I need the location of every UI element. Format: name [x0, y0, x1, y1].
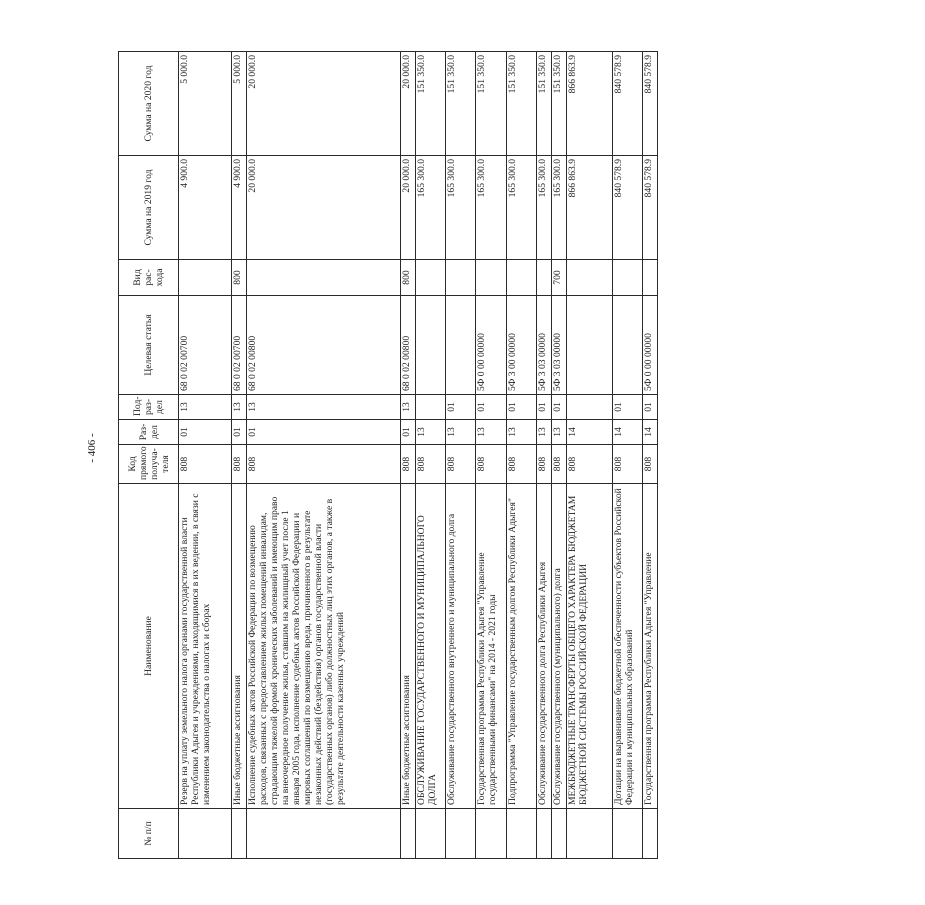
row-subsection: 01	[536, 395, 551, 420]
row-sum-2019: 866 863.9	[567, 156, 612, 260]
row-target: 5Ф 0 00 00000	[642, 296, 657, 395]
row-sum-2020: 5 000.0	[179, 52, 232, 156]
row-code: 808	[552, 445, 567, 484]
row-sum-2020: 20 000.0	[400, 52, 415, 156]
row-name: ОБСЛУЖИВАНИЕ ГОСУДАРСТВЕННОГО И МУНИЦИПАЛЬНОГО ДОЛГА	[415, 484, 445, 809]
row-name: Государственная программа Республики Адыгея "Управление	[642, 484, 657, 809]
row-subsection: 01	[506, 395, 536, 420]
row-sum-2020: 151 350.0	[506, 52, 536, 156]
row-num	[231, 809, 246, 859]
row-expense-type	[567, 260, 612, 296]
row-section: 13	[552, 420, 567, 445]
header-num: № п/п	[119, 809, 179, 859]
row-code: 808	[415, 445, 445, 484]
row-sum-2019: 840 578.9	[642, 156, 657, 260]
row-target	[415, 296, 445, 395]
row-target: 5Ф 0 00 00000	[476, 296, 506, 395]
row-sum-2019: 4 900.0	[179, 156, 232, 260]
table-row	[536, 52, 551, 859]
row-expense-type	[415, 260, 445, 296]
budget-table-rotated	[118, 55, 925, 859]
table-row	[642, 52, 657, 859]
row-section: 14	[567, 420, 612, 445]
row-num	[536, 809, 551, 859]
row-name: Резерв на уплату земельного налога органами государственной власти Республики Адыгея и учреждениями, находящимися в их ведении, в связи с изменением законодательства о налогах и сборах	[179, 484, 232, 809]
row-code: 808	[506, 445, 536, 484]
row-target: 68 0 02 00700	[231, 296, 246, 395]
row-sum-2019: 165 300.0	[446, 156, 476, 260]
row-num	[567, 809, 612, 859]
row-target: 5Ф 3 03 00000	[536, 296, 551, 395]
row-section: 13	[476, 420, 506, 445]
row-subsection	[415, 395, 445, 420]
row-name: Иные бюджетные ассигнования	[231, 484, 246, 809]
row-sum-2020: 151 350.0	[446, 52, 476, 156]
row-expense-type	[506, 260, 536, 296]
row-code: 808	[476, 445, 506, 484]
row-sum-2020: 151 350.0	[476, 52, 506, 156]
row-sum-2020: 151 350.0	[552, 52, 567, 156]
row-code: 808	[247, 445, 401, 484]
row-sum-2019: 165 300.0	[476, 156, 506, 260]
budget-table	[118, 51, 658, 859]
row-code: 808	[179, 445, 232, 484]
row-num	[247, 809, 401, 859]
row-code: 808	[612, 445, 642, 484]
row-sum-2019: 165 300.0	[415, 156, 445, 260]
row-sum-2019: 165 300.0	[552, 156, 567, 260]
row-code: 808	[231, 445, 246, 484]
row-code: 808	[642, 445, 657, 484]
table-row	[247, 52, 401, 859]
row-sum-2020: 20 000.0	[247, 52, 401, 156]
table-row	[476, 52, 506, 859]
row-num	[506, 809, 536, 859]
row-target: 5Ф 3 00 00000	[506, 296, 536, 395]
row-name: МЕЖБЮДЖЕТНЫЕ ТРАНСФЕРТЫ ОБЩЕГО ХАРАКТЕРА БЮДЖЕТАМ БЮДЖЕТНОЙ СИСТЕМЫ РОССИЙСКОЙ ФЕДЕРАЦИИ	[567, 484, 612, 809]
table-header-row	[119, 52, 179, 859]
row-section: 01	[179, 420, 232, 445]
row-expense-type	[179, 260, 232, 296]
row-expense-type	[476, 260, 506, 296]
row-subsection: 13	[247, 395, 401, 420]
row-num	[400, 809, 415, 859]
row-num	[612, 809, 642, 859]
row-expense-type	[536, 260, 551, 296]
row-sum-2020: 151 350.0	[536, 52, 551, 156]
row-target: 68 0 02 00700	[179, 296, 232, 395]
row-expense-type	[642, 260, 657, 296]
row-subsection: 01	[446, 395, 476, 420]
row-sum-2019: 165 300.0	[536, 156, 551, 260]
table-row	[567, 52, 612, 859]
header-sum-2019: Сумма на 2019 год	[119, 156, 179, 260]
row-code: 808	[567, 445, 612, 484]
row-name: Обслуживание государственного долга Республики Адыгея	[536, 484, 551, 809]
table-row	[446, 52, 476, 859]
row-num	[179, 809, 232, 859]
row-target: 68 0 02 00800	[247, 296, 401, 395]
row-expense-type	[446, 260, 476, 296]
row-section: 14	[642, 420, 657, 445]
header-subsection: Под- раз- дел	[119, 395, 179, 420]
row-target: 68 0 02 00800	[400, 296, 415, 395]
row-section: 14	[612, 420, 642, 445]
row-subsection: 13	[400, 395, 415, 420]
row-sum-2020: 5 000.0	[231, 52, 246, 156]
row-target: 5Ф 3 03 00000	[552, 296, 567, 395]
row-subsection: 01	[552, 395, 567, 420]
table-row	[179, 52, 232, 859]
row-section: 13	[506, 420, 536, 445]
row-code: 808	[400, 445, 415, 484]
table-row	[506, 52, 536, 859]
row-num	[476, 809, 506, 859]
row-section: 13	[536, 420, 551, 445]
row-sum-2020: 151 350.0	[415, 52, 445, 156]
row-subsection: 01	[642, 395, 657, 420]
row-num	[552, 809, 567, 859]
header-name: Наименование	[119, 484, 179, 809]
row-sum-2020: 840 578.9	[612, 52, 642, 156]
table-row	[400, 52, 415, 859]
row-section: 13	[415, 420, 445, 445]
table-row	[612, 52, 642, 859]
row-sum-2019: 4 900.0	[231, 156, 246, 260]
row-section: 01	[231, 420, 246, 445]
row-subsection: 13	[179, 395, 232, 420]
row-expense-type: 700	[552, 260, 567, 296]
row-section: 01	[247, 420, 401, 445]
row-sum-2019: 20 000.0	[400, 156, 415, 260]
row-sum-2020: 866 863.9	[567, 52, 612, 156]
row-section: 01	[400, 420, 415, 445]
header-sum-2020: Сумма на 2020 год	[119, 52, 179, 156]
row-target	[567, 296, 612, 395]
row-expense-type: 800	[231, 260, 246, 296]
header-code: Код прямого получа- теля	[119, 445, 179, 484]
header-target: Целевая статья	[119, 296, 179, 395]
row-name: Дотации на выравнивание бюджетной обеспеченности субъектов Российской Федерации и муниципальных образований	[612, 484, 642, 809]
header-section: Раз- дел	[119, 420, 179, 445]
header-expense-type: Вид рас- хода	[119, 260, 179, 296]
row-sum-2019: 840 578.9	[612, 156, 642, 260]
row-target	[446, 296, 476, 395]
row-name: Иные бюджетные ассигнования	[400, 484, 415, 809]
row-sum-2020: 840 578.9	[642, 52, 657, 156]
row-name: Обслуживание государственного внутреннего и муниципального долга	[446, 484, 476, 809]
row-num	[642, 809, 657, 859]
row-expense-type: 800	[400, 260, 415, 296]
row-subsection: 01	[612, 395, 642, 420]
row-sum-2019: 20 000.0	[247, 156, 401, 260]
row-expense-type	[247, 260, 401, 296]
row-name: Обслуживание государственного (муниципального) долга	[552, 484, 567, 809]
row-code: 808	[446, 445, 476, 484]
table-row	[231, 52, 246, 859]
table-row	[415, 52, 445, 859]
table-row	[552, 52, 567, 859]
row-expense-type	[612, 260, 642, 296]
row-subsection	[567, 395, 612, 420]
row-code: 808	[536, 445, 551, 484]
row-subsection: 13	[231, 395, 246, 420]
row-name: Исполнение судебных актов Российской Федерации по возмещению расходов, связанных с предоставлением жилых помещений инвалидам, страдающим тяжелой формой хронических заболеваний и имеющим право на внеочередное получение жилья, ставшим на жилищный учет после 1 января 2005 года, исполнение судебных актов Российской Федерации и мировых соглашений по возмещению вреда, причиненного в результате незаконных действий (бездействия) органов государственной власти (государственных органов) либо должностных лиц этих органов, а также в результате деятельности казенных учреждений	[247, 484, 401, 809]
row-sum-2019: 165 300.0	[506, 156, 536, 260]
page-number: - 406 -	[86, 433, 98, 463]
row-name: Подпрограмма "Управление государственным долгом Республики Адыгея"	[506, 484, 536, 809]
row-subsection: 01	[476, 395, 506, 420]
row-target	[612, 296, 642, 395]
row-num	[446, 809, 476, 859]
row-num	[415, 809, 445, 859]
row-section: 13	[446, 420, 476, 445]
row-name: Государственная программа Республики Адыгея "Управление государственными финансами" на 2014 - 2021 годы	[476, 484, 506, 809]
